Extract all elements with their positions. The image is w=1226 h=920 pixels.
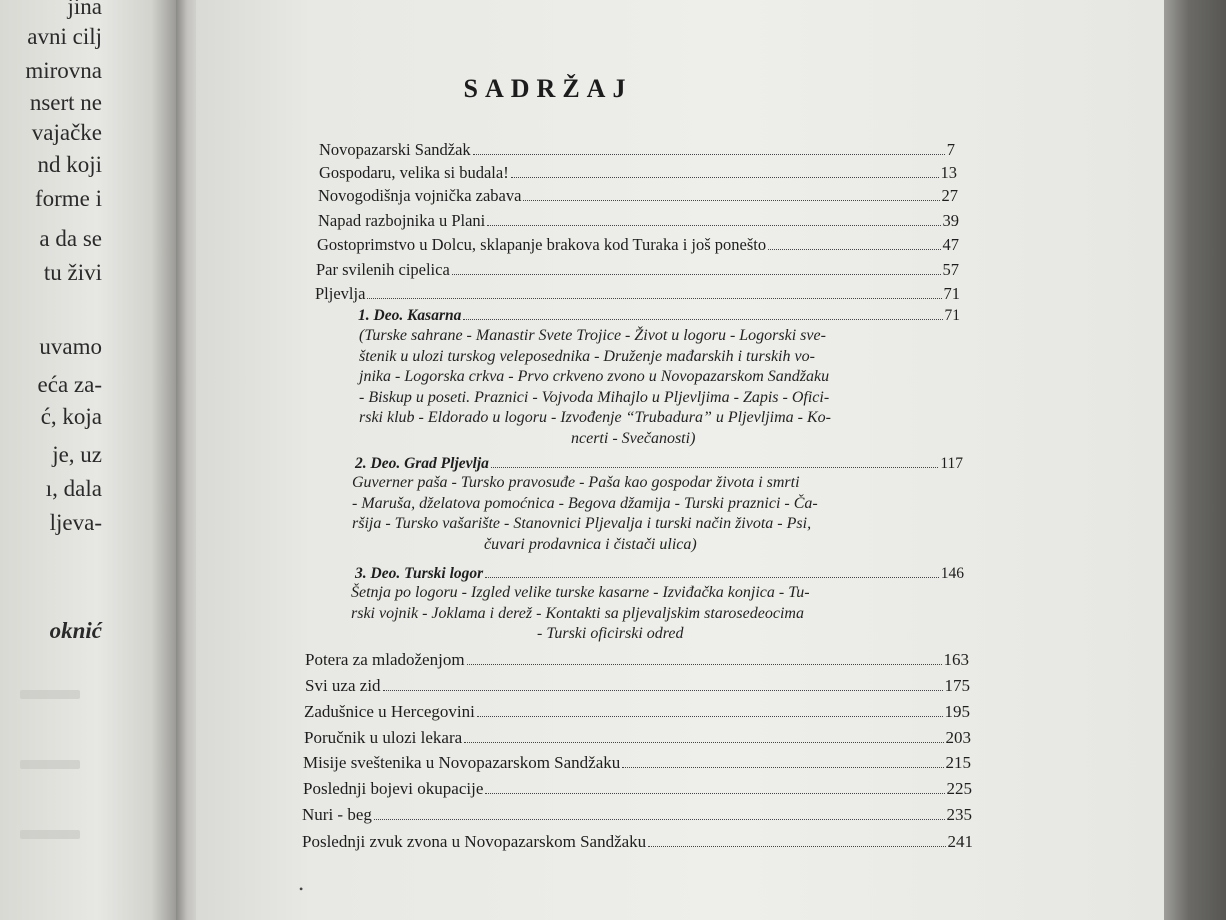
leader-dots: [485, 577, 939, 578]
leader-dots: [487, 225, 940, 226]
toc-entry-page: 27: [941, 186, 958, 205]
leader-dots: [367, 298, 941, 299]
toc-section: [358, 307, 960, 325]
toc-section-title: 3. Deo. Turski logor: [355, 565, 484, 582]
toc-entry: [304, 728, 971, 748]
description-line: - Maruša, dželatova pomoćnica - Begova džamija - Turski praznici - Ča-: [352, 494, 818, 512]
description-line: (Turske sahrane - Manastir Svete Trojice - Život u logoru - Logorski sve-: [359, 327, 826, 344]
toc-entry-page: 57: [942, 260, 959, 279]
toc-entry-page: 71: [943, 284, 960, 303]
toc-entry: [302, 832, 973, 852]
show-through-mark: [20, 760, 80, 769]
toc-section-title: 1. Deo. Kasarna: [358, 307, 462, 324]
toc-section-title: 2. Deo. Grad Pljevlja: [355, 455, 489, 472]
toc-entry: [318, 211, 959, 231]
toc-entry-title: Poslednji bojevi okupacije: [303, 779, 484, 798]
leader-dots: [452, 274, 941, 275]
toc-entry: [304, 702, 970, 722]
description-line: Guverner paša - Tursko pravosuđe - Paša kao gospodar života i smrti: [352, 474, 800, 491]
left-text-fragment: eća za-: [37, 372, 102, 397]
left-text-fragment: vajačke: [31, 120, 102, 145]
leader-dots: [477, 716, 943, 717]
toc-entry-title: Poručnik u ulozi lekara: [304, 728, 463, 747]
leader-dots: [648, 846, 945, 847]
toc-entry-page: 225: [946, 779, 972, 798]
left-text-fragment: ı, dala: [45, 476, 102, 501]
left-text-fragment: je, uz: [52, 442, 102, 467]
show-through-mark: [20, 690, 80, 699]
toc-entry-title: Zadušnice u Hercegovini: [304, 702, 475, 721]
leader-dots: [511, 177, 939, 178]
toc-entry: [316, 260, 959, 280]
toc-entry-page: 39: [942, 211, 959, 230]
leader-dots: [374, 819, 945, 820]
leader-dots: [491, 467, 938, 468]
toc-entry-title: Misije sveštenika u Novopazarskom Sandžaku: [303, 753, 621, 772]
toc-section-page: 117: [940, 455, 963, 472]
left-text-fragment: a da se: [39, 226, 102, 251]
toc-entry: [305, 650, 969, 670]
left-text-fragment: mirovna: [25, 58, 102, 83]
toc-entry-page: 163: [943, 650, 969, 669]
toc-entry: [305, 676, 970, 696]
toc-entry-page: 13: [940, 163, 957, 182]
description-line: rski vojnik - Joklama i derež - Kontakti sa pljevaljskim starosedeocima: [351, 604, 804, 622]
toc-entry-page: 7: [946, 140, 955, 159]
show-through-mark: [20, 830, 80, 839]
toc-entry-title: Napad razbojnika u Plani: [318, 211, 486, 230]
toc-entry: [303, 753, 971, 773]
toc-entry-title: Novogodišnja vojnička zabava: [318, 186, 522, 205]
leader-dots: [463, 319, 942, 320]
toc-entry-page: 235: [946, 805, 972, 824]
leader-dots: [768, 249, 940, 250]
toc-section: [355, 455, 963, 473]
toc-entry-title: Novopazarski Sandžak: [319, 140, 471, 159]
left-text-fragment: jina: [67, 0, 102, 19]
left-text-fragment: nsert ne: [29, 90, 102, 115]
toc-section-description: [352, 473, 818, 555]
leader-dots: [473, 154, 945, 155]
toc-section-page: 71: [944, 307, 960, 324]
toc-section-page: 146: [940, 565, 964, 582]
description-line: rski klub - Eldorado u logoru - Izvođenje “Trubadura” u Pljevljima - Ko-: [359, 409, 831, 426]
toc-entry-title: Poslednji zvuk zvona u Novopazarskom Sandžaku: [302, 832, 647, 851]
toc-entry-title: Gostoprimstvo u Dolcu, sklapanje brakova kod Turaka i još ponešto: [317, 235, 767, 254]
toc-section-description: [351, 583, 810, 645]
toc-entry-title: Par svilenih cipelica: [316, 260, 450, 279]
toc-entry-page: 215: [945, 753, 971, 772]
toc-entry-title: Potera za mladoženjom: [305, 650, 465, 669]
toc-entry: [302, 805, 972, 825]
toc-entry-page: 195: [944, 702, 970, 721]
toc-section: [355, 565, 964, 583]
toc-entry-title: Svi uza zid: [305, 676, 381, 695]
toc-entry: [315, 284, 960, 304]
page-edge: [1164, 0, 1226, 920]
description-line: - Biskup u poseti. Praznici - Vojvoda Mihajlo u Pljevljima - Zapis - Ofici-: [359, 388, 830, 406]
toc-entry-page: 47: [942, 235, 959, 254]
toc-title: SADRŽAJ: [463, 74, 633, 103]
leader-dots: [464, 742, 943, 743]
left-text-fragment: ć, koja: [40, 404, 102, 429]
toc-entry-title: Gospodaru, velika si budala!: [319, 163, 509, 182]
description-line: ršija - Tursko vašarište - Stanovnici Pljevalja i turski način života - Psi,: [352, 515, 812, 532]
description-line: štenik u ulozi turskog veleposednika - Druženje mađarskih i turskih vo-: [359, 347, 815, 365]
description-line: ncerti - Svečanosti): [571, 429, 696, 447]
toc-entry: [319, 140, 955, 160]
leader-dots: [523, 200, 939, 201]
left-author-fragment: oknić: [49, 618, 102, 643]
left-text-fragment: uvamo: [39, 334, 102, 359]
left-page: [0, 0, 176, 920]
toc-entry: [303, 779, 972, 799]
toc-entry: [317, 235, 959, 255]
toc-entry-title: Nuri - beg: [302, 805, 372, 824]
leader-dots: [383, 690, 943, 691]
description-line: čuvari prodavnica i čistači ulica): [484, 535, 697, 553]
leader-dots: [485, 793, 944, 794]
toc-entry: [319, 163, 957, 183]
toc-entry: [318, 186, 958, 206]
left-text-fragment: tu živi: [43, 260, 102, 285]
description-line: - Turski oficirski odred: [537, 625, 684, 642]
leader-dots: [467, 664, 942, 665]
toc-entry-title: Pljevlja: [315, 284, 366, 303]
toc-section-description: [359, 326, 831, 449]
left-text-fragment: ljeva-: [49, 510, 102, 535]
left-text-fragment: nd koji: [37, 152, 102, 177]
ink-speck: •: [299, 882, 304, 896]
toc-entry-page: 203: [945, 728, 971, 747]
description-line: Šetnja po logoru - Izgled velike turske kasarne - Izviđačka konjica - Tu-: [351, 584, 810, 601]
toc-entry-page: 175: [944, 676, 970, 695]
leader-dots: [622, 767, 943, 768]
left-text-fragment: forme i: [34, 186, 102, 211]
left-text-fragment: avni cilj: [27, 24, 102, 49]
toc-entry-page: 241: [947, 832, 973, 851]
description-line: jnika - Logorska crkva - Prvo crkveno zvono u Novopazarskom Sandžaku: [359, 368, 830, 385]
